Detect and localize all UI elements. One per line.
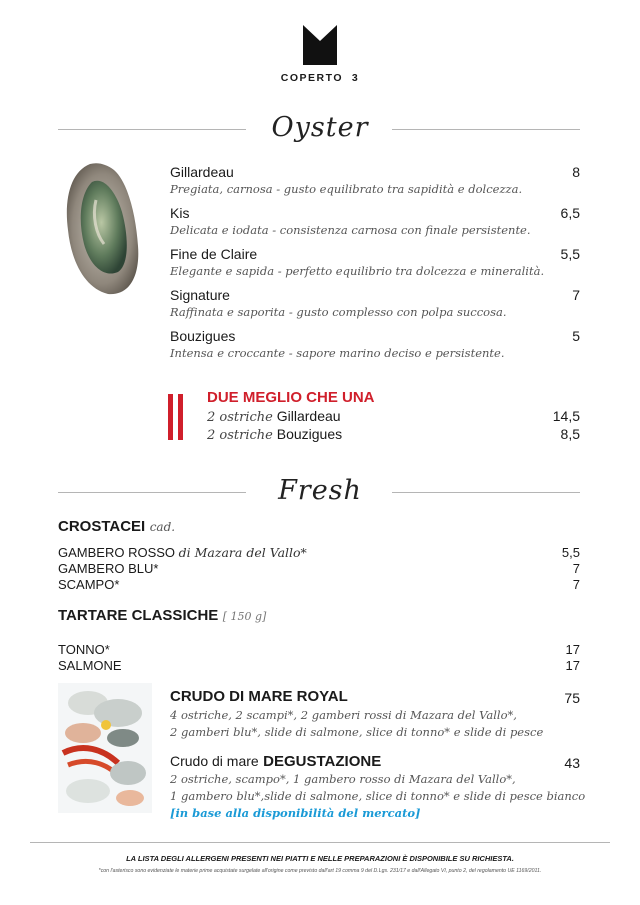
menu-item xyxy=(170,287,580,328)
list-item xyxy=(58,545,580,561)
item-price: 6,5 xyxy=(560,205,580,221)
degustazione-price: 43 xyxy=(564,755,580,771)
promo-qty: 2 ostriche xyxy=(207,410,273,425)
item-name: Bouzigues xyxy=(170,328,236,344)
item-description: Raffinata e saporita - gusto complesso con polpa succosa. xyxy=(170,305,507,319)
tartare-heading xyxy=(58,607,266,625)
category-unit: [ 150 g] xyxy=(222,610,267,623)
menu-item xyxy=(170,205,580,246)
item-name: SCAMPO* xyxy=(58,577,120,592)
item-name: Kis xyxy=(170,205,190,221)
item-price: 7 xyxy=(572,577,580,592)
royal-price: 75 xyxy=(564,690,580,706)
divider-right xyxy=(392,129,580,130)
promo-line xyxy=(207,408,580,425)
description-line: 2 ostriche, scampo*, 1 gambero rosso di Mazara del Vallo*, xyxy=(170,772,516,786)
footnote: *con l'asterisco sono evidenziate le materie prime acquistate surgelate all'origine come previsto dall'art 19 comma 9 del D.Lgs. 231/17 e dall'Allegato VI, punto 2, del regolamento UE 1169/2011. xyxy=(98,868,542,874)
category-title: TARTARE CLASSICHE xyxy=(58,607,219,624)
menu-item xyxy=(170,328,580,369)
oyster-image xyxy=(62,160,142,298)
menu-item xyxy=(170,246,580,287)
crostacei-heading xyxy=(58,518,175,536)
promo-item-name: Bouzigues xyxy=(276,426,343,442)
divider-left xyxy=(58,129,246,130)
title-main: DEGUSTAZIONE xyxy=(263,753,382,770)
tartare-list xyxy=(58,642,580,674)
crostacei-list xyxy=(58,545,580,593)
title-prefix: Crudo di mare xyxy=(170,753,259,769)
item-description: Intensa e croccante - sapore marino deciso e persistente. xyxy=(170,346,505,360)
divider-left xyxy=(58,492,246,493)
section-heading-oyster: Oyster xyxy=(271,112,369,143)
promo-qty: 2 ostriche xyxy=(207,428,273,443)
item-price: 7 xyxy=(572,561,580,576)
promo-price: 8,5 xyxy=(560,426,580,442)
description-line: 4 ostriche, 2 scampi*, 2 gamberi rossi di Mazara del Vallo*, xyxy=(170,708,517,722)
market-note: [in base alla disponibilità del mercato] xyxy=(170,806,421,820)
item-price: 17 xyxy=(565,658,580,673)
item-description: Delicata e iodata - consistenza carnosa con finale persistente. xyxy=(170,223,531,237)
item-name: GAMBERO ROSSO xyxy=(58,545,176,560)
m-logo-icon xyxy=(303,25,337,65)
item-description: Elegante e sapida - perfetto equilibrio tra dolcezza e mineralità. xyxy=(170,264,545,278)
footer-divider xyxy=(30,842,610,843)
promo-item-name: Gillardeau xyxy=(276,408,341,424)
item-price: 5,5 xyxy=(561,545,580,560)
royal-title: CRUDO DI MARE ROYAL xyxy=(170,688,348,705)
item-name: Gillardeau xyxy=(170,164,234,180)
list-item xyxy=(58,561,580,577)
degustazione-title xyxy=(170,753,381,771)
coperto-label: COPERTO 3 xyxy=(280,72,360,84)
description-line: 1 gambero blu*,slide di salmone, slice di tonno* e slide di pesce bianco xyxy=(170,789,586,803)
item-origin: di Mazara del Vallo* xyxy=(178,545,307,560)
seafood-platter-image xyxy=(58,683,152,813)
category-unit: cad. xyxy=(149,520,176,534)
divider-right xyxy=(392,492,580,493)
item-name: GAMBERO BLU* xyxy=(58,561,159,576)
promo-price: 14,5 xyxy=(552,408,580,424)
item-name: Signature xyxy=(170,287,230,303)
promo-bar-icon xyxy=(168,394,173,440)
promo-title: DUE MEGLIO CHE UNA xyxy=(207,389,375,406)
description-line: 2 gamberi blu*, slide di salmone, slice di tonno* e slide di pesce xyxy=(170,725,544,739)
item-description: Pregiata, carnosa - gusto equilibrato tra sapidità e dolcezza. xyxy=(170,182,523,196)
item-price: 5,5 xyxy=(560,246,580,262)
royal-description xyxy=(170,707,543,741)
degustazione-description xyxy=(170,771,585,822)
allergens-notice: LA LISTA DEGLI ALLERGENI PRESENTI NEI PIATTI E NELLE PREPARAZIONI È DISPONIBILE SU RICHIESTA. xyxy=(126,854,514,863)
item-price: 17 xyxy=(565,642,580,657)
oyster-list xyxy=(170,164,580,369)
item-name: SALMONE xyxy=(58,658,122,673)
menu-item xyxy=(170,164,580,205)
item-price: 7 xyxy=(572,287,580,303)
item-price: 8 xyxy=(572,164,580,180)
list-item xyxy=(58,658,580,674)
category-title: CROSTACEI xyxy=(58,518,146,535)
item-name: TONNO* xyxy=(58,642,110,657)
item-name: Fine de Claire xyxy=(170,246,258,262)
promo-bar-icon xyxy=(178,394,183,440)
item-price: 5 xyxy=(572,328,580,344)
section-heading-fresh: Fresh xyxy=(278,475,362,506)
list-item xyxy=(58,577,580,593)
list-item xyxy=(58,642,580,658)
promo-line xyxy=(207,426,580,443)
